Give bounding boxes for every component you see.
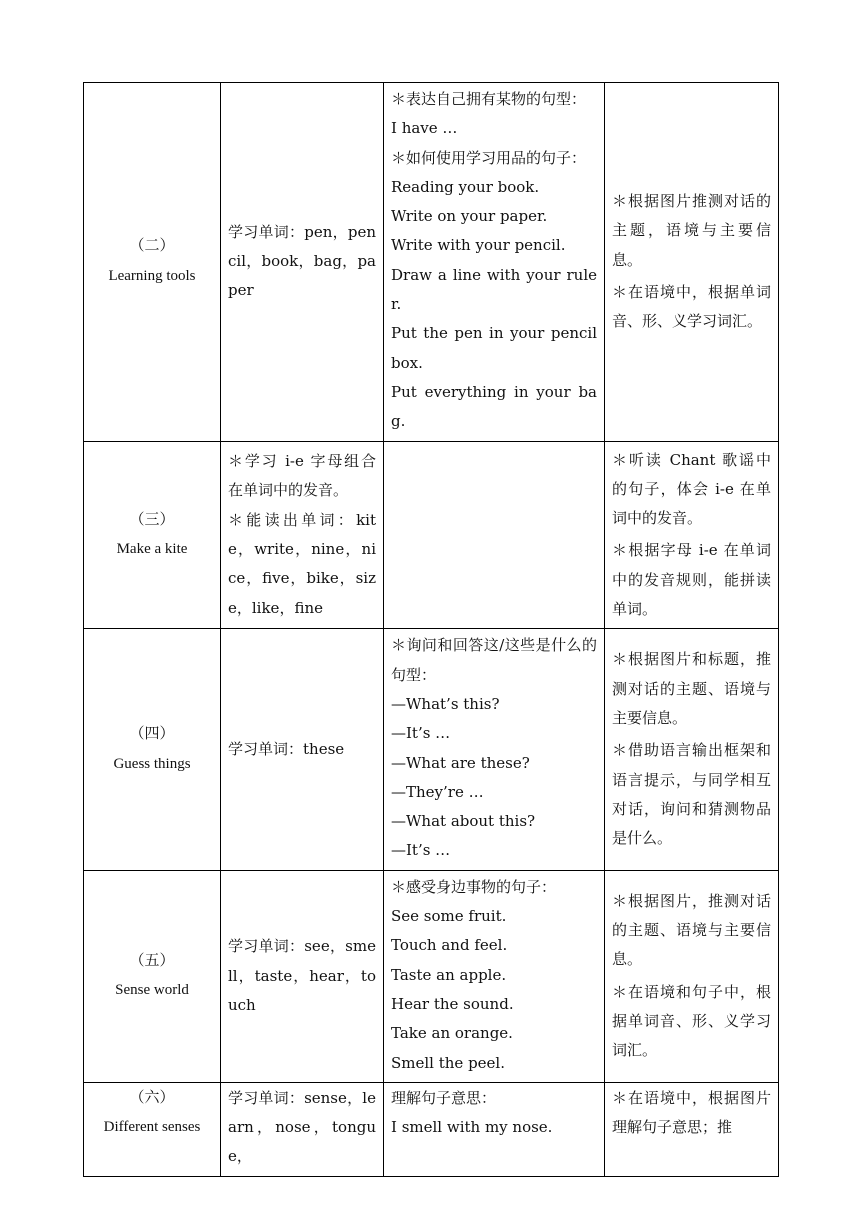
vocab-line: ＊学习 i-e 字母组合在单词中的发音。 <box>228 452 376 500</box>
vocab-line: 学习单词：see，smell，taste，hear，touch <box>228 937 376 1014</box>
sentence-line: I have … <box>391 119 458 138</box>
unit-number: （三） <box>129 511 175 528</box>
table-row <box>84 83 779 442</box>
sentence-line: Hear the sound. <box>391 994 514 1013</box>
vocab-cell <box>221 1082 384 1176</box>
lesson-plan-table <box>83 82 779 1177</box>
vocab-line: 学习单词：sense，learn，nose，tongue， <box>228 1088 376 1166</box>
vocab-cell <box>221 629 384 870</box>
sentence-line: Taste an apple. <box>391 965 507 984</box>
sentence-line: —It’s … <box>391 724 451 743</box>
vocab-line: ＊能读出单词：kite，write，nine，nice，five，bike，size，like，fine <box>228 510 376 617</box>
strategy-line: ＊借助语言输出框架和语言提示，与同学相互对话，询问和猜测物品是什么。 <box>612 741 771 848</box>
sentence-line: Take an orange. <box>391 1024 513 1043</box>
sentence-cell <box>384 1082 605 1176</box>
sentence-line: Reading your book. <box>391 177 540 196</box>
sentence-line: —They’re … <box>391 782 484 801</box>
sentence-line: Smell the peel. <box>391 1053 505 1072</box>
unit-title: Guess things <box>113 755 191 772</box>
strategy-line: ＊听读 Chant 歌谣中的句子，体会 i-e 在单词中的发音。 <box>612 450 771 528</box>
vocab-line: 学习单词：pen，pencil，book，bag，paper <box>228 222 376 300</box>
strategy-line: ＊根据字母 i-e 在单词中的发音规则，能拼读单词。 <box>612 541 771 619</box>
strategy-line: ＊在语境和句子中，根据单词音、形、义学习词汇。 <box>612 982 771 1060</box>
vocab-cell <box>221 441 384 629</box>
vocab-cell <box>221 870 384 1082</box>
sentence-cell <box>384 441 605 629</box>
sentence-line: Write on your paper. <box>391 207 548 226</box>
unit-cell <box>84 83 221 442</box>
sentence-line: —What are these? <box>391 753 530 772</box>
sentence-line: See some fruit. <box>391 907 507 926</box>
sentence-line: 理解句子意思： <box>391 1088 497 1107</box>
strategy-cell <box>605 83 779 442</box>
unit-cell <box>84 629 221 870</box>
table-row <box>84 1082 779 1176</box>
sentence-line: Write with your pencil. <box>391 236 566 255</box>
vocab-line: 学习单词：these <box>228 739 345 758</box>
sentence-cell <box>384 629 605 870</box>
unit-cell <box>84 1082 221 1176</box>
strategy-line: ＊根据图片，推测对话的主题、语境与主要信息。 <box>612 891 771 969</box>
vocab-cell <box>221 83 384 442</box>
sentence-line: ＊表达自己拥有某物的句型： <box>391 90 587 108</box>
sentence-line: ＊如何使用学习用品的句子： <box>391 148 587 167</box>
strategy-line: ＊在语境中，根据图片理解句子意思；推 <box>612 1088 771 1137</box>
strategy-cell <box>605 629 779 870</box>
unit-title: Learning tools <box>108 267 196 284</box>
table-body <box>84 83 779 1177</box>
sentence-cell <box>384 83 605 442</box>
unit-number: （五） <box>129 952 175 969</box>
strategy-cell <box>605 441 779 629</box>
strategy-cell <box>605 1082 779 1176</box>
unit-cell <box>84 441 221 629</box>
table-row <box>84 629 779 870</box>
sentence-line: Touch and feel. <box>391 936 508 955</box>
unit-cell <box>84 870 221 1082</box>
sentence-cell <box>384 870 605 1082</box>
sentence-line: —It’s … <box>391 841 451 860</box>
sentence-line: —What about this? <box>391 812 536 831</box>
unit-number: （六） <box>129 1089 175 1106</box>
sentence-line: ＊询问和回答这/这些是什么的句型： <box>391 636 597 684</box>
sentence-line: Draw a line with your ruler. <box>391 265 597 314</box>
strategy-line: ＊根据图片推测对话的主题，语境与主要信息。 <box>612 192 771 269</box>
sentence-line: Put everything in your bag. <box>391 382 597 431</box>
unit-number: （二） <box>129 238 175 255</box>
sentence-line: ＊感受身边事物的句子： <box>391 877 557 896</box>
strategy-line: ＊根据图片和标题，推测对话的主题、语境与主要信息。 <box>612 650 771 728</box>
sentence-line: Put the pen in your pencil box. <box>391 324 597 372</box>
strategy-line: ＊在语境中，根据单词音、形、义学习词汇。 <box>612 282 771 331</box>
unit-title: Make a kite <box>116 540 188 557</box>
unit-number: （四） <box>129 726 175 743</box>
strategy-cell <box>605 870 779 1082</box>
table-row <box>84 870 779 1082</box>
table-row <box>84 441 779 629</box>
unit-title: Different senses <box>103 1119 201 1136</box>
sentence-line: —What’s this? <box>391 694 500 713</box>
unit-title: Sense world <box>115 982 189 999</box>
sentence-line: I smell with my nose. <box>391 1118 553 1137</box>
